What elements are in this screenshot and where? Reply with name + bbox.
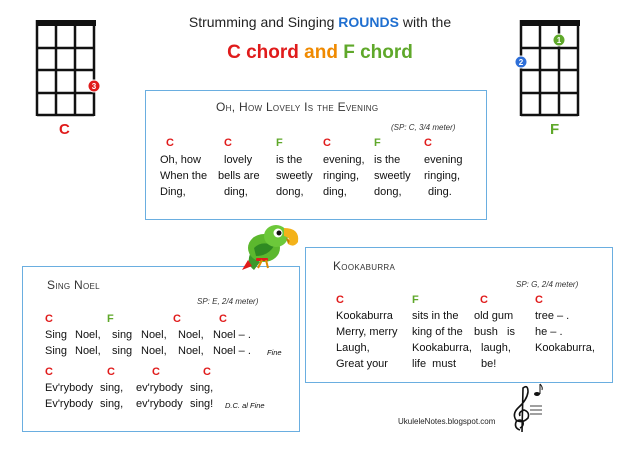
lyric: ding, [224, 186, 248, 198]
lyric: be! [481, 358, 497, 370]
song-title-kookaburra: Kookaburra [333, 259, 396, 273]
song-box-noel [22, 266, 300, 432]
lyric: Laugh, [336, 342, 370, 354]
c-chord-diagram [30, 18, 105, 118]
lyric: bush is [474, 326, 515, 338]
chord: C [323, 137, 331, 149]
lyric: is the [276, 154, 303, 166]
lyric: ringing, [424, 170, 461, 182]
lyric: Ev'rybody [45, 398, 93, 410]
lyric: sing! [190, 398, 214, 410]
lyric: dong, [374, 186, 402, 198]
nut [36, 20, 96, 26]
lyric: Ding, [160, 186, 186, 198]
lyric: Kookaburra, [412, 342, 472, 354]
chord: F [374, 137, 381, 149]
lyric: Noel, [178, 329, 204, 341]
fine-marking: Fine [267, 348, 282, 357]
finger-number-1: 1 [556, 36, 562, 45]
blog-url: UkuleleNotes.blogspot.com [398, 417, 496, 426]
lyric: tree – . [535, 310, 570, 322]
lyric: ringing, [323, 170, 360, 182]
chord: C [107, 366, 115, 378]
lyric: sing, [100, 398, 124, 410]
lyric: is the [374, 154, 401, 166]
f-chord-label: F [550, 121, 560, 138]
chord: C [535, 294, 543, 306]
lyric: ev'rybody [136, 398, 183, 410]
song-box-kookaburra [305, 247, 613, 383]
lyric: When the [160, 170, 208, 182]
lyric: Kookaburra, [535, 342, 595, 354]
lyric: Oh, how [160, 154, 201, 166]
c-chord-label: C [59, 121, 70, 138]
title-rounds: ROUNDS [338, 14, 399, 30]
chord: C [166, 137, 174, 149]
chord: C [203, 366, 211, 378]
lyric: sing, [190, 382, 214, 394]
chord: C [224, 137, 232, 149]
chord: C [336, 294, 344, 306]
starting-pitch-kookaburra: SP: G, 2/4 meter) [516, 280, 579, 289]
lyric: Sing [45, 345, 68, 357]
lyric: sing [112, 345, 133, 357]
and-word: and [298, 42, 344, 63]
f-chord-diagram [512, 18, 587, 118]
lyric: evening [424, 154, 463, 166]
title-text: Strumming and Singing [188, 14, 339, 30]
chord: F [412, 294, 419, 306]
starting-pitch-evening: (SP: C, 3/4 meter) [391, 123, 456, 132]
nut [520, 20, 580, 26]
f-chord-heading: F chord [343, 42, 413, 63]
lyric: Sing [45, 329, 68, 341]
dc-al-fine: D.C. al Fine [225, 401, 265, 410]
starting-pitch-noel: SP: E, 2/4 meter) [197, 297, 259, 306]
song-title-evening: Oh, How Lovely Is the Evening [216, 100, 379, 114]
lyric: sweetly [374, 170, 411, 182]
lyric: evening, [323, 154, 365, 166]
chord: F [107, 313, 114, 325]
lyric: Noel, [75, 329, 101, 341]
song-title-noel: Sing Noel [47, 278, 100, 292]
lyric: Noel, [178, 345, 204, 357]
lyric: he – . [535, 326, 563, 338]
finger-number-3: 3 [91, 82, 97, 91]
parrot-icon [240, 220, 302, 272]
lyric: sing, [100, 382, 124, 394]
lyric: Noel – . [213, 329, 251, 341]
chord: C [45, 366, 53, 378]
chord: C [173, 313, 181, 325]
lyric: old gum [474, 310, 514, 322]
chord: C [152, 366, 160, 378]
chord: C [45, 313, 53, 325]
treble-clef-icon [506, 382, 544, 434]
lyric: Noel, [141, 345, 167, 357]
lyric: sing [112, 329, 133, 341]
song-box-evening [145, 90, 487, 220]
chord: F [276, 137, 283, 149]
chord: C [219, 313, 227, 325]
chord: C [424, 137, 432, 149]
lyric: dong, [276, 186, 304, 198]
lyric: sweetly [276, 170, 313, 182]
lyric: Noel, [75, 345, 101, 357]
lyric: ding. [428, 186, 452, 198]
lyric: Noel – . [213, 345, 251, 357]
lyric: life must [412, 358, 457, 370]
lyric: Great your [336, 358, 388, 370]
lyric: king of the [412, 326, 463, 338]
lyric: Kookaburra [336, 310, 393, 322]
lyric: ding, [323, 186, 347, 198]
chord: C [480, 294, 488, 306]
title-text-end: with the [398, 14, 452, 30]
lyric: bells are [218, 170, 260, 182]
lyric: ev'rybody [136, 382, 183, 394]
c-chord-heading: C chord [227, 42, 299, 63]
lyric: sits in the [412, 310, 459, 322]
lyric: laugh, [481, 342, 511, 354]
lyric: Noel, [141, 329, 167, 341]
lyric: Merry, merry [336, 326, 398, 338]
lyric: lovely [224, 154, 253, 166]
finger-number-2: 2 [518, 58, 524, 67]
lyric: Ev'rybody [45, 382, 93, 394]
